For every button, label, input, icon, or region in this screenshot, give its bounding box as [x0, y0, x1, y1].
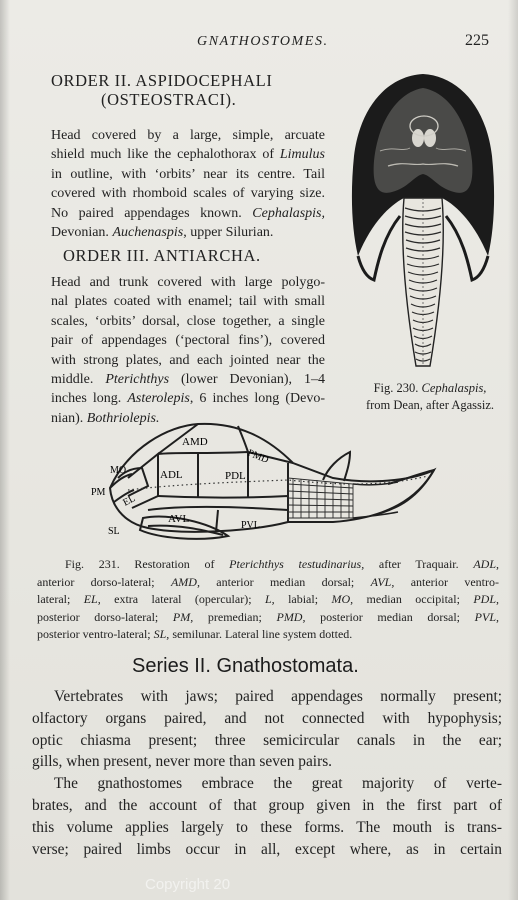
copyright-watermark: Copyright 20	[145, 876, 231, 893]
page-gutter-shadow	[0, 0, 10, 900]
order-iii-title: ORDER III. ANTIARCHA.	[63, 246, 261, 265]
label-sl: SL	[108, 526, 120, 537]
caption-line: lateral; EL, extra lateral (opercular); L, labial; MO, median occipital; PDL,	[37, 592, 500, 607]
fig-230-caption	[356, 380, 504, 414]
text-line: middle. Pterichthys (lower Devonian), 1–4	[51, 372, 325, 388]
cephalaspis-illustration	[348, 66, 498, 372]
text-line: olfactory organs paired, and not connected with hypophysis;	[32, 709, 502, 727]
label-pvl: PVL	[241, 520, 260, 531]
label-avl: AVL	[168, 513, 190, 525]
order-ii-paragraph	[51, 126, 325, 242]
text-line: this volume applies largely to these forms. The mouth is trans-	[32, 818, 502, 836]
text-line: in outline, with ‘orbits’ near its centre. Tail	[51, 166, 325, 182]
fig-230-caption-line2: from Dean, after Agassiz.	[365, 398, 495, 412]
label-mo: MO	[110, 465, 127, 476]
label-pdl: PDL	[225, 470, 246, 482]
order-ii-title: ORDER II. ASPIDOCEPHALI	[51, 71, 273, 90]
order-ii-subtitle: (OSTEOSTRACI).	[101, 90, 237, 109]
caption-line: Fig. 231. Restoration of Pterichthys testudinarius, after Traquair. ADL,	[65, 557, 499, 571]
text-line: The gnathostomes embrace the great majority of verte-	[54, 775, 502, 793]
series-ii-body	[32, 686, 502, 860]
running-title: GNATHOSTOMES.	[197, 34, 329, 49]
label-el: EL	[121, 493, 138, 509]
label-amd: AMD	[182, 436, 208, 448]
page-number: 225	[465, 32, 489, 49]
text-line: verse; paired limbs occur in all, except where, as in certain	[32, 840, 502, 858]
label-pmd: PMD	[245, 447, 271, 466]
caption-line: posterior dorso-lateral; PM, premedian; PMD, posterior median dorsal; PVL,	[37, 609, 499, 624]
text-line: nian). Bothriolepis.	[51, 410, 160, 426]
caption-line: posterior ventro-lateral; SL, semilunar. Lateral line system dotted.	[37, 627, 353, 642]
label-pm: PM	[91, 487, 106, 498]
text-line: scales, ‘orbits’ dorsal, close together, a single	[51, 313, 325, 329]
text-line: inches long. Asterolepis, 6 inches long (Devo-	[51, 391, 325, 407]
text-line: shield much like the cephalothorax of Limulus	[51, 147, 325, 163]
text-line: Devonian. Auchenaspis, upper Silurian.	[51, 225, 274, 241]
text-line: gills, when present, never more than seven pairs.	[32, 753, 333, 771]
series-heading: Series II. Gnathostomata.	[132, 655, 359, 677]
text-line: optic chiasma present; three semicircular canals in the ear;	[32, 731, 502, 749]
text-line: pair of appendages (‘pectoral fins’), covered	[51, 333, 325, 349]
text-line: brates, and the account of that group given in the first part of	[32, 796, 502, 814]
order-iii-paragraph	[51, 273, 325, 428]
fig-230-caption-line1: Fig. 230. Cephalaspis,	[373, 381, 487, 395]
text-line: with strong plates, and each jointed near the	[51, 352, 325, 368]
caption-line: anterior dorso-lateral; AMD, anterior median dorsal; AVL, anterior ventro-	[37, 574, 499, 589]
fig-231-caption	[37, 556, 499, 644]
page-edge-shadow	[508, 0, 518, 900]
text-line: Head and trunk covered with large polygo-	[51, 275, 325, 290]
text-line: Vertebrates with jaws; paired appendages normally present;	[54, 688, 502, 705]
text-line: nal plates coated with enamel; tail with small	[51, 294, 325, 310]
text-line: covered with rhomboid scales of varying size.	[51, 186, 325, 202]
text-line: Head covered by a large, simple, arcuate	[51, 128, 325, 143]
label-adl: ADL	[160, 469, 183, 481]
pterichthys-illustration	[88, 418, 438, 554]
text-line: No paired appendages known. Cephalaspis,	[51, 205, 325, 221]
